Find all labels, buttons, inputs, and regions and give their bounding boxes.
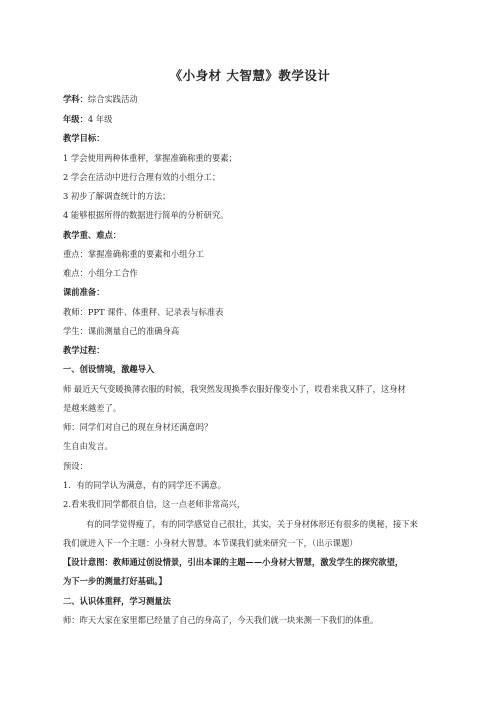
grade-value: 4 年级 [87,114,113,124]
goal-item: 3 初步了解调查统计的方法； [63,191,171,201]
paragraph-line: 是越来越差了。 [63,403,122,413]
design-intent-line: 【设计意图：教师通过创设情景，引出本课的主题——小身材大智慧，激发学生的探究欲望， [63,557,404,567]
prep-heading: 课前准备： [63,287,105,297]
subject-line [63,94,439,105]
preset-item: 1．有的同学认为满意，有的同学还不满意。 [63,480,226,490]
prep-teacher: 教师：PPT 课件、体重秤、记录表与标准表 [63,307,224,317]
preset-item: 2.看来我们同学都很自信，这一点老师非常高兴， [63,499,246,509]
student-response: 生自由发言。 [63,441,113,451]
grade-label: 年级： [63,114,88,124]
goal-item: 1 学会使用两种体重秤，掌握准确称重的要素； [63,153,237,163]
section2-heading: 二、认识体重秤，学习测量法 [63,596,171,606]
difficult-point: 难点：小组分工合作 [63,268,138,278]
process-heading: 教学过程： [63,345,105,355]
key-heading: 教学重、难点： [63,230,122,240]
paragraph-line: 师：昨天大家在家里都已经量了自己的身高了，今天我们就一块来测一下我们的体重。 [63,615,379,625]
goal-item: 4 能够根据所得的数据进行简单的分析研究。 [63,210,229,220]
teacher-question: 师：同学们对自己的现在身材还满意吗？ [63,422,213,432]
document-title: 《小身材 大智慧》教学设计 [169,68,331,83]
subject-value: 综合实践活动 [87,94,138,104]
grade-line [63,114,439,125]
section1-heading: 一、创设情境，激趣导入 [63,364,155,374]
paragraph-line: 师 最近天气变暖换薄衣服的时候，我突然发现换季衣服好像变小了，哎看来我又胖了，这身材 [63,384,406,394]
preset-label: 预设： [63,461,88,471]
subject-label: 学科： [63,94,88,104]
paragraph-line: 有的同学觉得瘦了，有的同学感觉自己很壮，其实，关于身材体形还有很多的奥秘，接下来 [86,519,418,529]
key-point: 重点：掌握准确称重的要素和小组分工 [63,249,205,259]
paragraph-line: 我们就进入下一个主题：小身材大智慧。本节课我们就来研究一下，（出示课题） [63,538,358,548]
goal-item: 2 学会在活动中进行合理有效的小组分工； [63,172,221,182]
goals-heading: 教学目标： [63,133,105,143]
design-intent-line: 为下一步的测量打好基础。】 [63,576,167,586]
prep-student: 学生：课前测量自己的准确身高 [63,326,180,336]
